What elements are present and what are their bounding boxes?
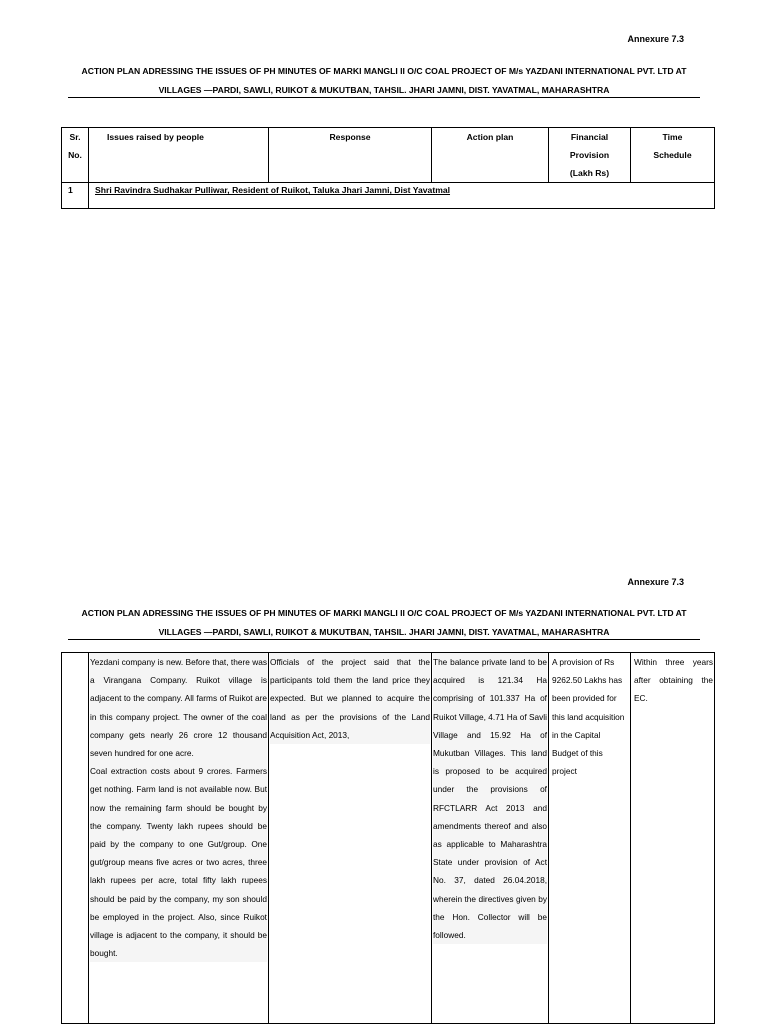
header-row: [62, 128, 715, 183]
header-action-plan: Action plan: [432, 128, 549, 183]
document-title-page2: [60, 604, 708, 642]
title-line-2: VILLAGES —PARDI, SAWLI, RUIKOT & MUKUTBAN, TAHSIL. JHARI JAMNI, DIST. YAVATMAL, MAHARASHTRA: [158, 85, 610, 95]
header-sr-line1: Sr.: [69, 132, 81, 142]
response-text: Officials of the project said that the participants told them the land price they expected. But we planned to acquire the land as per the provisions of the Land Acquisition Act, 2013,: [270, 653, 430, 744]
action-plan-table-continued: [61, 652, 715, 1024]
annexure-label-page2: Annexure 7.3: [627, 577, 684, 587]
financial-provision-cell: [549, 653, 631, 1024]
table-row: [62, 653, 715, 1024]
header-time-schedule: Time Schedule: [631, 128, 715, 183]
title-line-1: ACTION PLAN ADRESSING THE ISSUES OF PH MINUTES OF MARKI MANGLI II O/C COAL PROJECT OF M/s YAZDANI INTERNATIONAL PVT. LTD AT: [81, 608, 687, 618]
response-cell: [269, 653, 432, 1024]
table-row: [62, 183, 715, 209]
issues-paragraph-1: Yezdani company is new. Before that, there was a Virangana Company. Ruikot village is adjacent to the company. All farms of Ruikot are in this company project. The owner of the coal company gets nearly 26 crore 12 thousand seven hundred for one acre.: [90, 653, 267, 762]
header-financial-provision: Financial Provision (Lakh Rs): [549, 128, 631, 183]
time-schedule-text: Within three years after obtaining the EC.: [634, 657, 713, 704]
row-number: 1: [62, 183, 89, 209]
action-plan-table-header: [61, 127, 715, 209]
action-plan-cell: [432, 653, 549, 1024]
financial-provision-text: A provision of Rs 9262.50 Lakhs has been provided for this land acquisition in the Capital Budget of this project: [552, 657, 625, 777]
issues-paragraph-2: Coal extraction costs about 9 crores. Farmers get nothing. Farm land is not available now. But now the remaining farm should be bought by the company. Twenty lakh rupees should be paid by the company to one Gut/group. One gut/group means five acres or two acres, three lakh rupees per acre, total fifty lakh rupees should be paid by the company, my son should be employed in the project. Also, since Ruikot village is adjacent to the company, it should be bought.: [90, 762, 267, 962]
document-title: [60, 62, 708, 100]
row-number-cell: [62, 653, 89, 1024]
title-line-2: VILLAGES —PARDI, SAWLI, RUIKOT & MUKUTBAN, TAHSIL. JHARI JAMNI, DIST. YAVATMAL, MAHARASHTRA: [158, 627, 610, 637]
header-sr-line2: No.: [68, 150, 82, 160]
header-response: Response: [269, 128, 432, 183]
row-person-name: Shri Ravindra Sudhakar Pulliwar, Resident of Ruikot, Taluka Jhari Jamni, Dist Yavatmal: [89, 183, 715, 209]
issues-cell: [89, 653, 269, 1024]
header-sr-no: [62, 128, 89, 183]
header-issues: Issues raised by people: [89, 128, 269, 183]
annexure-label: Annexure 7.3: [627, 34, 684, 44]
title-underline: [68, 97, 700, 98]
title-underline-page2: [68, 639, 700, 640]
time-schedule-cell: [631, 653, 715, 1024]
title-line-1: ACTION PLAN ADRESSING THE ISSUES OF PH MINUTES OF MARKI MANGLI II O/C COAL PROJECT OF M/s YAZDANI INTERNATIONAL PVT. LTD AT: [81, 66, 687, 76]
action-plan-text: The balance private land to be acquired is 121.34 Ha comprising of 101.337 Ha of Ruikot Village, 4.71 Ha of Savli Village and 15.92 Ha of Mukutban Villages. This land is proposed to be acquired under the provisions of RFCTLARR Act 2013 and amendments thereof and also as applicable to Maharashtra State under provision of Act No. 37, dated 26.04.2018, wherein the directives given by the Hon. Collector will be followed.: [433, 653, 547, 944]
